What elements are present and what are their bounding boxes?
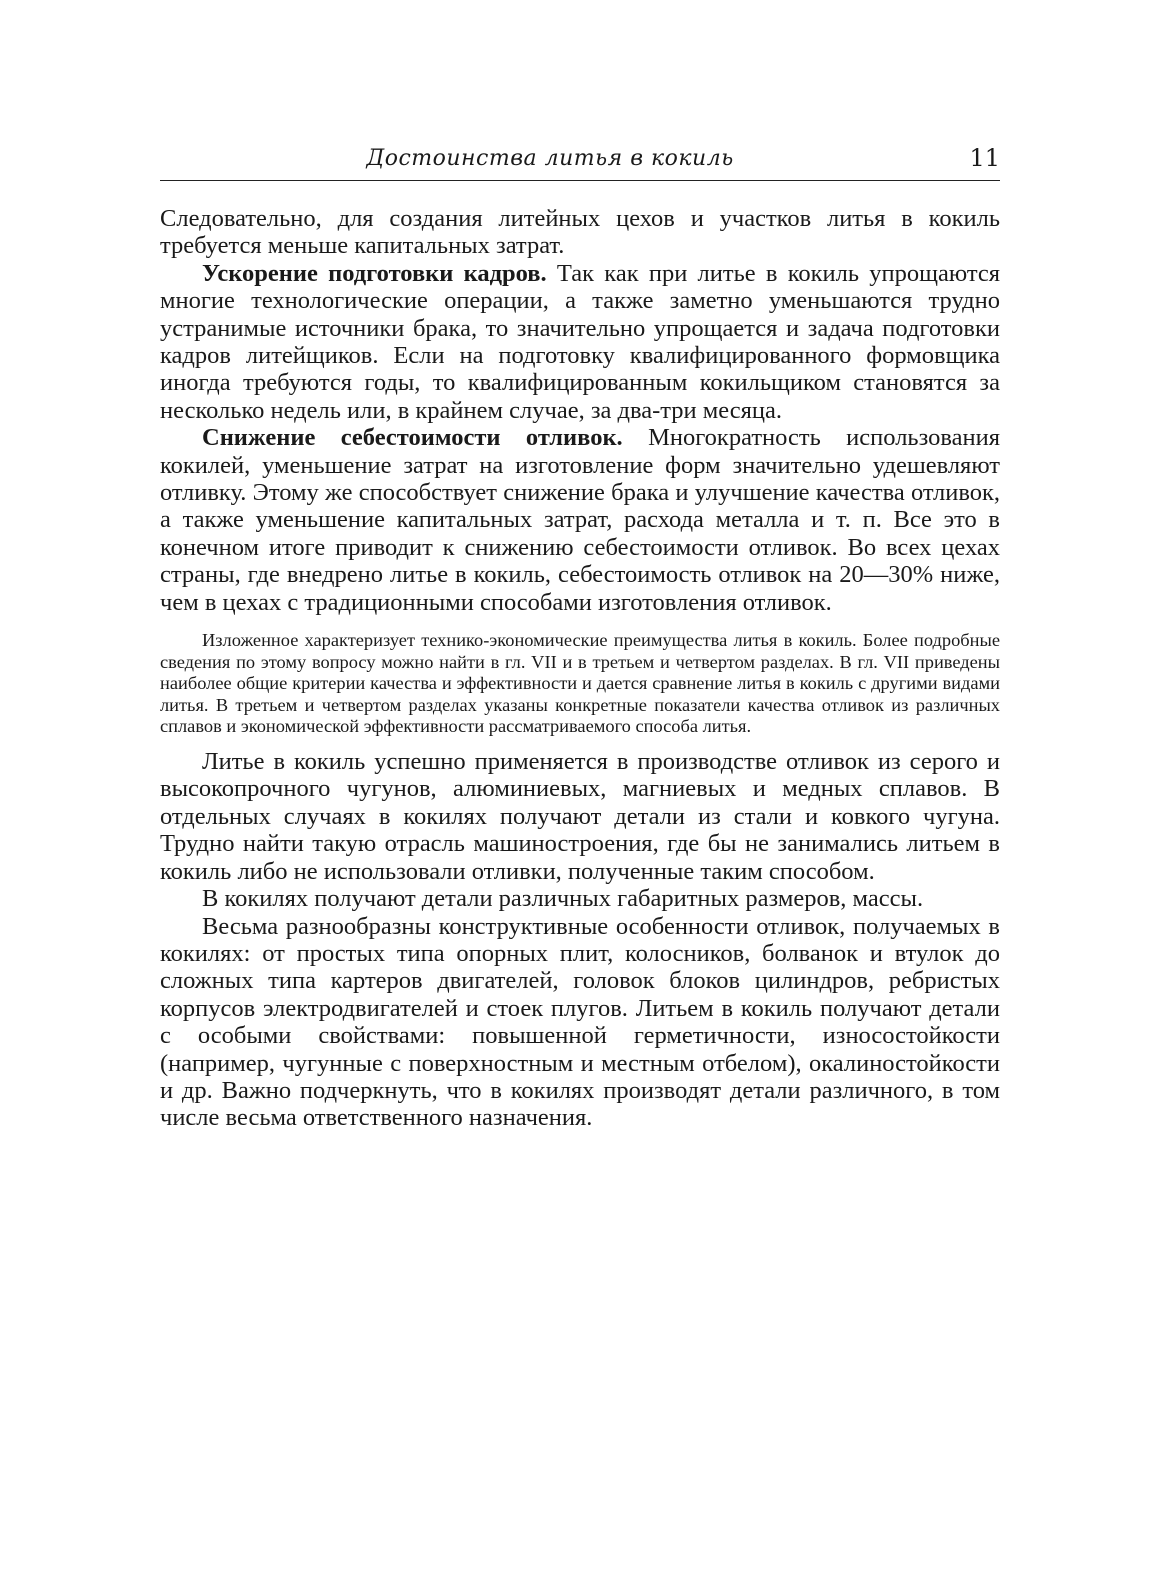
running-title: Достоинства литья в кокиль [366,146,734,171]
page-body [160,205,1000,1132]
book-page [160,140,1000,1132]
paragraph-5: В кокилях получают детали различных габаритных размеров, массы. [202,885,924,913]
paragraph-2-text: Так как при литье в кокиль упрощаются многие технологические операции, а также заметно уменьшаются трудно устранимые источники брака, то значительно упрощается и задача подготовки кадров литейщиков. Если на подготовку квалифицированного формовщика иногда требуются годы, то квалифицированным кокильщиком становятся за несколько недель или, в крайнем случае, за два-три месяца. [160,259,1000,424]
page-number: 11 [969,144,1000,172]
run-in-heading-staff-training: Ускорение подготовки кадров. [202,259,547,287]
paragraph-6: Весьма разнообразны конструктивные особенности отливок, получаемых в кокилях: от простых типа опорных плит, колосников, болванок и втулок до сложных типа картеров двигателей, головок блоков цилиндров, ребристых корпусов электродвигателей и стоек плугов. Литьем в кокиль получают детали с особыми свойствами: повышенной герметичности, износостойкости (например, чугунные с поверхностным и местным отбелом), окалиностойкости и др. Важно подчеркнуть, что в кокилях производят детали различного, в том числе весьма ответственного назначения. [160,912,1000,1132]
run-in-heading-cost-reduction: Снижение себестоимости отливок. [202,424,623,452]
paragraph-3-text: Многократность использования кокилей, уменьшение затрат на изготовление форм значительно удешевляют отливку. Этому же способствует снижение брака и улучшение качества отливок, а также уменьшение капитальных затрат, расхода металла и т. п. Все это в конечном итоге приводит к снижению себестоимости отливок. Во всех цехах страны, где внедрено литье в кокиль, себестоимость отливок на 20—30% ниже, чем в цехах с традиционными способами изготовления отливок. [160,424,1000,616]
paragraph-3 [160,424,1000,616]
small-print-note: Изложенное характеризует технико-экономические преимущества литья в кокиль. Более подробные сведения по этому вопросу можно найти в гл. VII и в третьем и четвертом разделах. В гл. VII приведены наиболее общие критерии качества и эффективности и дается сравнение литья в кокиль с другими видами литья. В третьем и четвертом разделах указаны конкретные показатели качества отливок из различных сплавов и экономической эффективности рассматриваемого способа литья. [160,630,1000,737]
running-head [160,140,1000,181]
paragraph-1: Следовательно, для создания литейных цехов и участков литья в кокиль требуется меньше капитальных затрат. [160,205,1000,260]
paragraph-4: Литье в кокиль успешно применяется в производстве отливок из серого и высокопрочного чугунов, алюминиевых, магниевых и медных сплавов. В отдельных случаях в кокилях получают детали из стали и ковкого чугуна. Трудно найти такую отрасль машиностроения, где бы не занимались литьем в кокиль либо не использовали отливки, полученные таким способом. [160,748,1000,885]
paragraph-2 [160,260,1000,424]
